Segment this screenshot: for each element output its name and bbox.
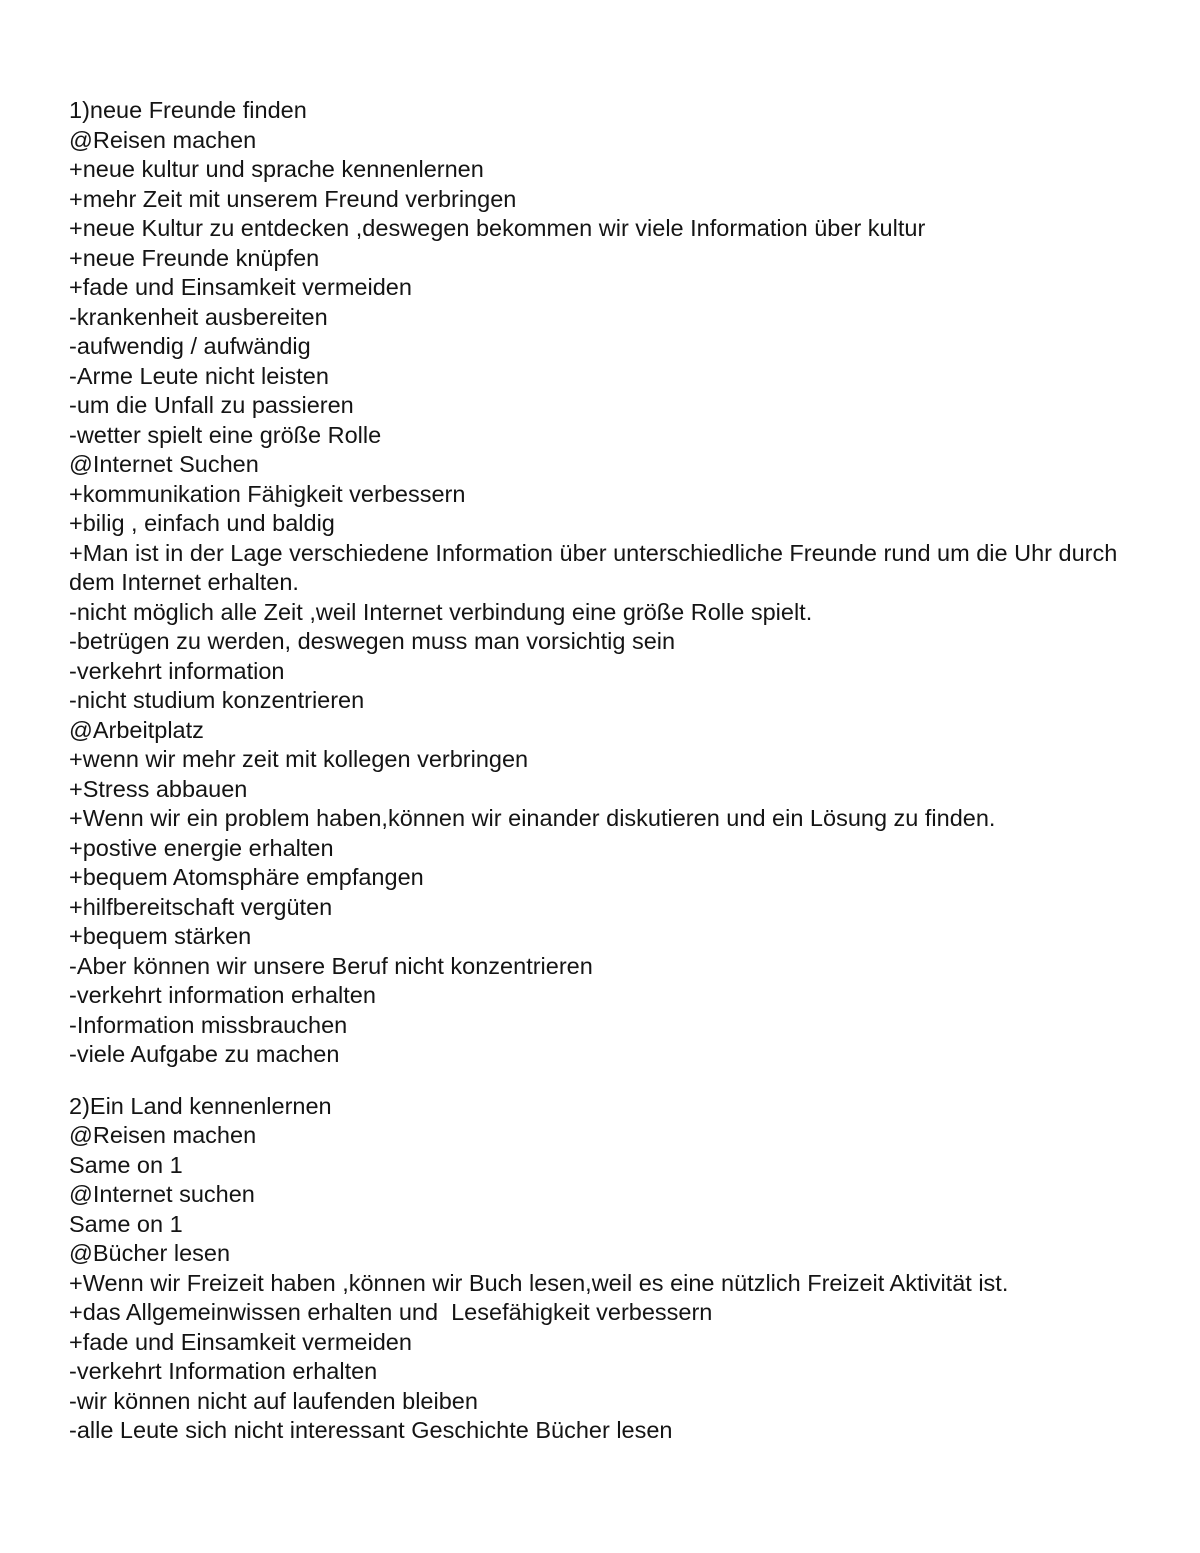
pro-line: +Stress abbauen <box>69 775 248 802</box>
con-line: -nicht studium konzentrieren <box>69 687 365 713</box>
pro-line: +neue Freunde knüpfen <box>69 244 320 271</box>
con-line: -alle Leute sich nicht interessant Geschichte Bücher lesen <box>69 1417 673 1443</box>
pro-line: +neue kultur und sprache kennenlernen <box>69 156 484 182</box>
pro-line: +Man ist in der Lage verschiedene Information über unterschiedliche Freunde rund um die Uhr durch dem Internet erhalten. <box>69 539 1124 595</box>
con-line: -verkehrt information <box>69 657 285 684</box>
con-line: -verkehrt Information erhalten <box>69 1358 378 1384</box>
section-heading: 1)neue Freunde finden <box>69 97 307 123</box>
pro-line: +hilfbereitschaft vergüten <box>69 893 333 920</box>
pro-line: +wenn wir mehr zeit mit kollegen verbringen <box>69 746 529 772</box>
subheading-line: @Arbeitplatz <box>69 716 204 743</box>
note-line: Same on 1 <box>69 1151 183 1178</box>
pro-line: +neue Kultur zu entdecken ,deswegen bekommen wir viele Information über kultur <box>69 215 926 241</box>
pro-line: +Wenn wir ein problem haben,können wir einander diskutieren und ein Lösung zu finden. <box>69 805 996 831</box>
section-heading: 2)Ein Land kennenlernen <box>69 1092 332 1119</box>
con-line: -Arme Leute nicht leisten <box>69 362 329 389</box>
con-line: -viele Aufgabe zu machen <box>69 1041 340 1067</box>
pro-line: +Wenn wir Freizeit haben ,können wir Buch lesen,weil es eine nützlich Freizeit Aktivität ist. <box>69 1269 1009 1296</box>
pro-line: +das Allgemeinwissen erhalten und Lesefähigkeit verbessern <box>69 1299 713 1325</box>
con-line: -um die Unfall zu passieren <box>69 392 354 418</box>
pro-line: +fade und Einsamkeit vermeiden <box>69 274 412 300</box>
con-line: -nicht möglich alle Zeit ,weil Internet verbindung eine größe Rolle spielt. <box>69 598 813 625</box>
subheading-line: @Reisen machen <box>69 1122 257 1148</box>
pro-line: +bilig , einfach und baldig <box>69 510 335 536</box>
con-line: -Aber können wir unsere Beruf nicht konzentrieren <box>69 952 593 979</box>
pro-line: +kommunikation Fähigkeit verbessern <box>69 480 466 507</box>
con-line: -wir können nicht auf laufenden bleiben <box>69 1387 478 1414</box>
con-line: -wetter spielt eine größe Rolle <box>69 421 382 448</box>
pro-line: +postive energie erhalten <box>69 834 334 861</box>
subheading-line: @Bücher lesen <box>69 1240 231 1266</box>
subheading-line: @Internet Suchen <box>69 451 259 477</box>
subheading-line: @Internet suchen <box>69 1181 255 1207</box>
con-line: -betrügen zu werden, deswegen muss man vorsichtig sein <box>69 628 676 654</box>
section-2 <box>69 1092 1129 1446</box>
section-1 <box>69 96 1129 1070</box>
pro-line: +fade und Einsamkeit vermeiden <box>69 1328 412 1355</box>
note-line: Same on 1 <box>69 1210 183 1237</box>
con-line: -verkehrt information erhalten <box>69 982 376 1008</box>
pro-line: +bequem Atomsphäre empfangen <box>69 864 424 890</box>
con-line: -aufwendig / aufwändig <box>69 333 311 359</box>
con-line: -Information missbrauchen <box>69 1011 348 1038</box>
pro-line: +mehr Zeit mit unserem Freund verbringen <box>69 185 517 212</box>
con-line: -krankenheit ausbereiten <box>69 303 328 330</box>
document-body <box>69 96 1129 1446</box>
pro-line: +bequem stärken <box>69 923 252 949</box>
subheading-line: @Reisen machen <box>69 126 257 153</box>
